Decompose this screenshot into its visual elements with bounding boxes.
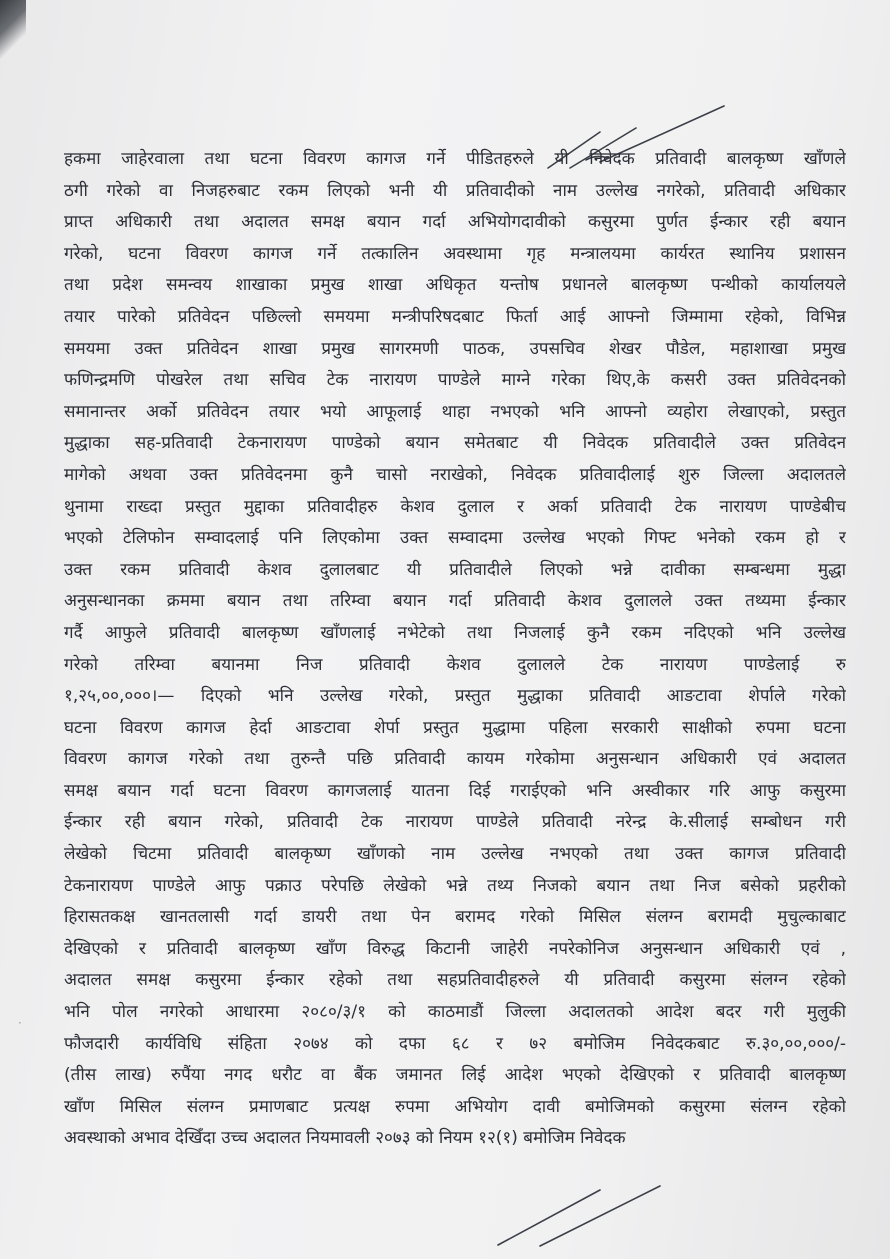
text-line: थुनामा राख्दा प्रस्तुत मुद्दाका प्रतिवादीहरु केशव दुलाल र अर्का प्रतिवादी टेक नारायण पाण्डेबीच xyxy=(64,496,846,517)
text-line: समक्ष बयान गर्दा घटना विवरण कागजलाई यातना दिई गराईएको भनि अस्वीकार गरि आफु कसुरमा xyxy=(64,780,846,801)
text-line: फणिन्द्रमणि पोखरेल तथा सचिव टेक नारायण पाण्डेले माग्ने गरेका थिए,के कसरी उक्त प्रतिवेदनको xyxy=(64,370,846,391)
text-line: गर्दै आफुले प्रतिवादी बालकृष्ण खाँणलाई नभेटेको तथा निजलाई कुनै रकम नदिएको भनि उल्लेख xyxy=(64,622,846,643)
text-line: प्राप्त अधिकारी तथा अदालत समक्ष बयान गर्दा अभियोगदावीको कसुरमा पुर्णत ईन्कार रही बयान xyxy=(64,212,846,233)
text-line: टेकनारायण पाण्डेले आफु पक्राउ परेपछि लेखेको भन्ने तथ्य निजको बयान तथा निज बसेको प्रहरीको xyxy=(64,875,846,896)
margin-mark: · xyxy=(18,1016,22,1030)
text-line: लेखेको चिटमा प्रतिवादी बालकृष्ण खाँणको नाम उल्लेख नभएको तथा उक्त कागज प्रतिवादी xyxy=(64,844,846,865)
text-line: हिरासतकक्ष खानतलासी गर्दा डायरी तथा पेन बरामद गरेको मिसिल संलग्न बरामदी मुचुल्काबाट xyxy=(64,907,846,928)
signature-stroke-bottom-2 xyxy=(540,1186,660,1246)
text-line: अवस्थाको अभाव देखिँदा उच्च अदालत नियमावली २०७३ को नियम १२(१) बमोजिम निवेदक xyxy=(64,1128,626,1149)
text-line: तयार पारेको प्रतिवेदन पछिल्लो समयमा मन्त्रीपरिषदबाट फिर्ता आई आफ्नो जिम्मामा रहेको, विभिन्न xyxy=(64,306,846,327)
text-line: तथा प्रदेश समन्वय शाखाका प्रमुख शाखा अधिकृत यन्तोष प्रधानले बालकृष्ण पन्थीको कार्यालयले xyxy=(64,275,846,296)
text-line: समयमा उक्त प्रतिवेदन शाखा प्रमुख सागरमणी पाठक, उपसचिव शेखर पौडेल, महाशाखा प्रमुख xyxy=(64,338,846,359)
text-line: ईन्कार रही बयान गरेको, प्रतिवादी टेक नारायण पाण्डेले प्रतिवादी नरेन्द्र के.सीलाई सम्बोधन गरी xyxy=(64,812,846,833)
text-line: खाँण मिसिल संलग्न प्रमाणबाट प्रत्यक्ष रुपमा अभियोग दावी बमोजिमको कसुरमा संलग्न रहेको xyxy=(64,1096,846,1117)
text-line: हकमा जाहेरवाला तथा घटना विवरण कागज गर्ने पीडितहरुले यी निवेदक प्रतिवादी बालकृष्ण खाँणले xyxy=(64,149,846,169)
text-line: भनि पोल नगरेको आधारमा २०८०/३/१ को काठमाडौं जिल्ला अदालतको आदेश बदर गरी मुलुकी xyxy=(64,1002,846,1023)
text-line: समानान्तर अर्को प्रतिवेदन तयार भयो आफूलाई थाहा नभएको भनि आफ्नो व्यहोरा लेखाएको, प्रस्तुत xyxy=(64,401,846,422)
text-line: देखिएको र प्रतिवादी बालकृष्ण खाँण विरुद्ध किटानी जाहेरी नपरेकोनिज अनुसन्धान अधिकारी एवं , xyxy=(64,938,846,959)
text-line: गरेको तरिम्वा बयानमा निज प्रतिवादी केशव दुलालले टेक नारायण पाण्डेलाई रु xyxy=(64,654,846,675)
text-line: घटना विवरण कागज हेर्दा आङटावा शेर्पा प्रस्तुत मुद्धामा पहिला सरकारी साक्षीको रुपमा घटना xyxy=(64,717,846,738)
signature-stroke-bottom-1 xyxy=(498,1190,600,1245)
text-line: गरेको, घटना विवरण कागज गर्ने तत्कालिन अवस्थामा गृह मन्त्रालयमा कार्यरत स्थानिय प्रशासन xyxy=(64,243,846,264)
text-line: (तीस लाख) रुपैंया नगद धरौट वा बैंक जमानत लिई आदेश भएको देखिएको र प्रतिवादी बालकृष्ण xyxy=(64,1065,846,1086)
text-line: विवरण कागज गरेको तथा तुरुन्तै पछि प्रतिवादी कायम गरेकोमा अनुसन्धान अधिकारी एवं अदालत xyxy=(64,749,846,770)
document-body xyxy=(64,144,846,1155)
text-line: उक्त रकम प्रतिवादी केशव दुलालबाट यी प्रतिवादीले लिएको भन्ने दावीका सम्बन्धमा मुद्धा xyxy=(64,559,846,580)
text-line: १,२५,००,०००।— दिएको भनि उल्लेख गरेको, प्रस्तुत मुद्धाका प्रतिवादी आङटावा शेर्पाले गरेको xyxy=(64,686,846,707)
text-line: अदालत समक्ष कसुरमा ईन्कार रहेको तथा सहप्रतिवादीहरुले यी प्रतिवादी कसुरमा संलग्न रहेको xyxy=(64,970,846,991)
text-line: अनुसन्धानका क्रममा बयान तथा तरिम्वा बयान गर्दा प्रतिवादी केशव दुलालले उक्त तथ्यमा ईन्कार xyxy=(64,591,846,612)
text-line: ठगी गरेको वा निजहरुबाट रकम लिएको भनी यी प्रतिवादीको नाम उल्लेख नगरेको, प्रतिवादी अधिकार xyxy=(64,180,846,201)
text-line: मागेको अथवा उक्त प्रतिवेदनमा कुनै चासो नराखेको, निवेदक प्रतिवादीलाई शुरु जिल्ला अदालतले xyxy=(64,464,846,485)
text-line: फौजदारी कार्यविधि संहिता २०७४ को दफा ६८ र ७२ बमोजिम निवेदकबाट रु.३०,००,०००/- xyxy=(64,1033,846,1054)
text-line: मुद्धाका सह-प्रतिवादी टेकनारायण पाण्डेको बयान समेतबाट यी निवेदक प्रतिवादीले उक्त प्रतिवेदन xyxy=(64,433,846,454)
text-line: भएको टेलिफोन सम्वादलाई पनि लिएकोमा उक्त सम्वादमा उल्लेख भएको गिफ्ट भनेको रकम हो र xyxy=(64,528,846,549)
